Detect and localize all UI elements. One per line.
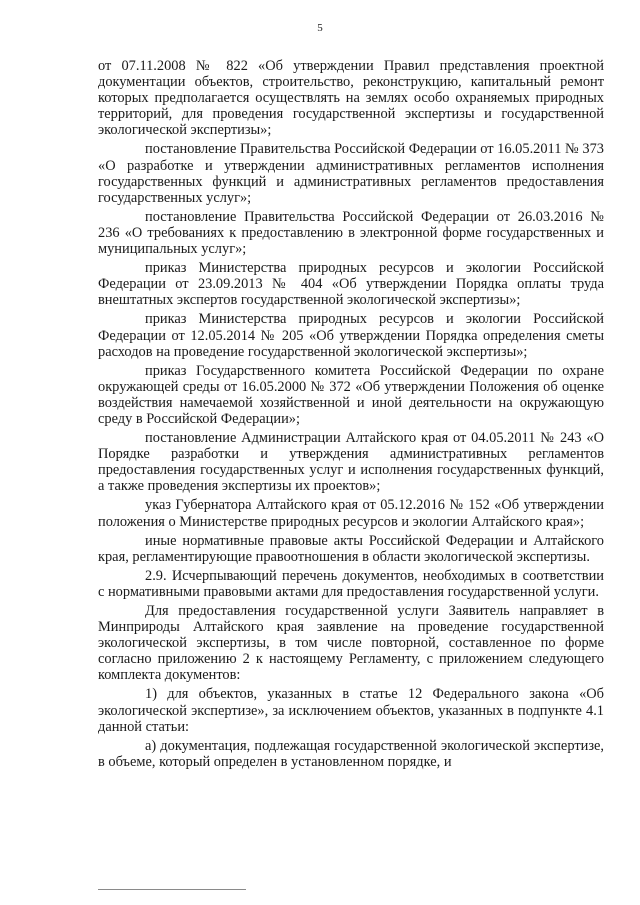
paragraph-item-1: 1) для объектов, указанных в статье 12 Федерального закона «Об экологической экспертизе», за исключением объектов, указанных в подпункте 4.1 данной статьи: bbox=[98, 686, 604, 735]
paragraph-order-372: приказ Государственного комитета Российской Федерации по охране окружающей среды от 16.05.2000 № 372 «Об утверждении Положения об оценке воздействия намечаемой хозяйственной и иной деятельности на окружающую среду в Российской Федерации»; bbox=[98, 362, 604, 427]
paragraph-other-acts: иные нормативные правовые акты Российской Федерации и Алтайского края, регламентирующие правоотношения в области экологической экспертизы. bbox=[98, 532, 604, 565]
paragraph-item-a: а) документация, подлежащая государственной экологической экспертизе, в объеме, который определен в установленном порядке, и bbox=[98, 737, 604, 770]
paragraph-order-205: приказ Министерства природных ресурсов и экологии Российской Федерации от 12.05.2014 № 205 «Об утверждении Порядка определения сметы расходов на проведение государственной экологической экспертизы»; bbox=[98, 311, 604, 360]
document-body bbox=[98, 58, 604, 773]
footnote-divider bbox=[98, 889, 246, 890]
paragraph-decree-152: указ Губернатора Алтайского края от 05.12.2016 № 152 «Об утверждении положения о Министерстве природных ресурсов и экологии Алтайского края»; bbox=[98, 497, 604, 530]
paragraph-resolution-236: постановление Правительства Российской Федерации от 26.03.2016 № 236 «О требованиях к предоставлению в электронной форме государственных и муниципальных услуг»; bbox=[98, 208, 604, 258]
paragraph-continuation: от 07.11.2008 № 822 «Об утверждении Правил представления проектной документации объектов, строительство, реконструкцию, капитальный ремонт которых предполагается осуществлять на землях особо охраняемых природных территорий, для проведения государственной экспертизы и государственной экологической экспертизы»; bbox=[98, 58, 604, 139]
paragraph-order-404: приказ Министерства природных ресурсов и экологии Российской Федерации от 23.09.2013 № 404 «Об утверждении Порядка оплаты труда внештатных экспертов государственной экологической экспертизы»; bbox=[98, 260, 604, 309]
paragraph-application: Для предоставления государственной услуги Заявитель направляет в Минприроды Алтайского края заявление на проведение государственной экологической экспертизы, в том числе повторной, составленное по форме согласно приложению 2 к настоящему Регламенту, с приложением следующего комплекта документов: bbox=[98, 603, 604, 684]
paragraph-section-2-9: 2.9. Исчерпывающий перечень документов, необходимых в соответствии с нормативными правовыми актами для предоставления государственной услуги. bbox=[98, 567, 604, 600]
page-number: 5 bbox=[317, 22, 323, 34]
paragraph-resolution-243: постановление Администрации Алтайского края от 04.05.2011 № 243 «О Порядке разработки и утверждения административных регламентов предоставления государственных услуг и исполнения государственных функций, а также проведения экспертизы их проектов»; bbox=[98, 430, 604, 495]
paragraph-resolution-373: постановление Правительства Российской Федерации от 16.05.2011 № 373 «О разработке и утверждении административных регламентов исполнения государственных функций и административных регламентов предоставления государственных услуг»; bbox=[98, 141, 604, 206]
